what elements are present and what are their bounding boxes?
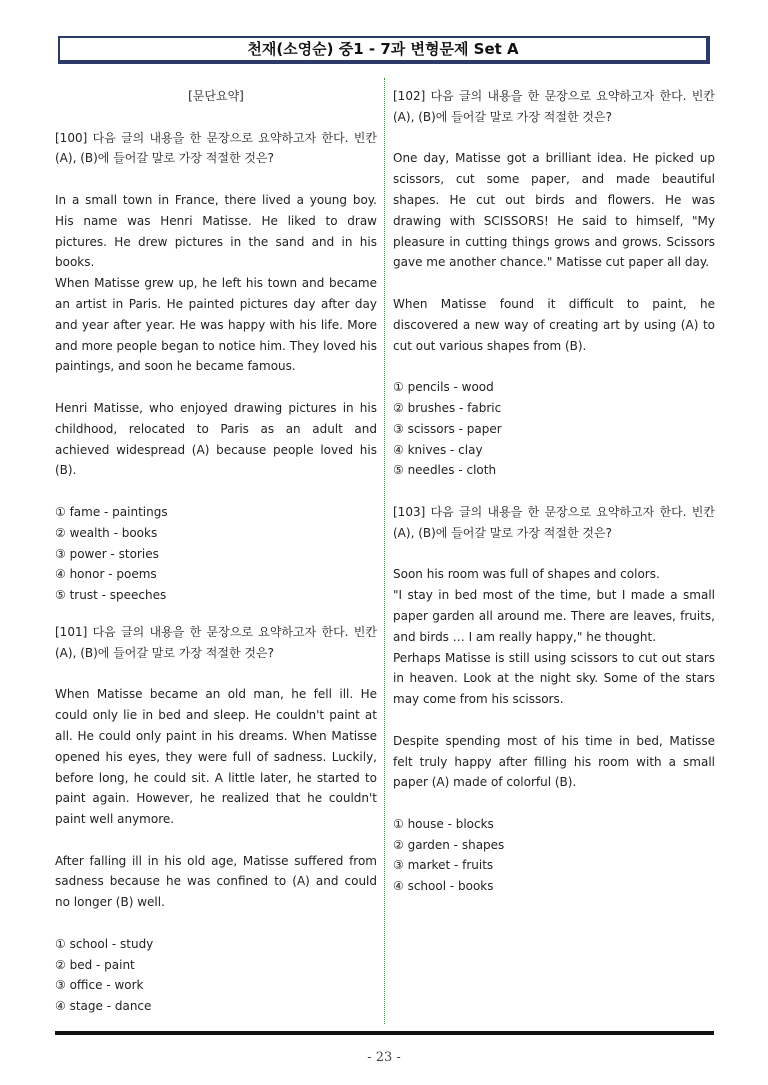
passage-103-p1: Soon his room was full of shapes and colors. — [393, 567, 660, 582]
question-101: [101] 다음 글의 내용을 한 문장으로 요약하고자 한다. 빈칸 (A), (B)에 들어갈 말로 가장 적절한 것은? — [55, 624, 377, 660]
right-column — [393, 86, 715, 897]
option-101-3[interactable]: ③ office - work — [55, 978, 144, 993]
passage-101: When Matisse became an old man, he fell ill. He could only lie in bed and sleep. He couldn't paint at all. He could only paint in his dreams. When Matisse opened his eyes, they were full of sadness. Luckily, before long, he could sit. A little later, he started to paint again. However, he realized that he couldn't paint well anymore. — [55, 687, 377, 827]
passage-103-p2: "I stay in bed most of the time, but I made a small paper garden all around me. There are leaves, fruits, and birds … I am really happy," he thought. — [393, 588, 715, 644]
option-103-1[interactable]: ① house - blocks — [393, 816, 494, 831]
option-101-2[interactable]: ② bed - paint — [55, 957, 135, 972]
passage-100-p2: When Matisse grew up, he left his town and became an artist in Paris. He painted pictures day after day and year after year. He was happy with his life. More and more people began to notice him. They loved his paintings, and soon he became famous. — [55, 276, 377, 374]
question-100: [100] 다음 글의 내용을 한 문장으로 요약하고자 한다. 빈칸 (A), (B)에 들어갈 말로 가장 적절한 것은? — [55, 130, 377, 166]
option-100-5[interactable]: ⑤ trust - speeches — [55, 588, 167, 603]
question-103: [103] 다음 글의 내용을 한 문장으로 요약하고자 한다. 빈칸 (A), (B)에 들어갈 말로 가장 적절한 것은? — [393, 504, 715, 540]
option-100-1[interactable]: ① fame - paintings — [55, 504, 168, 519]
page-number: - 23 - — [367, 1050, 401, 1065]
passage-103-p3: Perhaps Matisse is still using scissors to cut out stars in heaven. Look at the night sky. Some of the stars may come from his scissors. — [393, 650, 715, 707]
option-103-3[interactable]: ③ market - fruits — [393, 858, 494, 873]
option-101-1[interactable]: ① school - study — [55, 936, 154, 951]
passage-100-p1: In a small town in France, there lived a young boy. His name was Henri Matisse. He liked to draw pictures. He drew pictures in the sand and in his books. — [55, 192, 377, 270]
passage-102: One day, Matisse got a brilliant idea. He picked up scissors, cut some paper, and made beautiful shapes. He cut out birds and flowers. He was drawing with SCISSORS! He said to himself, "My pleasure in cutting things grows and grows. Scissors gave me another chance." Matisse cut paper all day. — [393, 151, 715, 270]
question-102: [102] 다음 글의 내용을 한 문장으로 요약하고자 한다. 빈칸 (A), (B)에 들어갈 말로 가장 적절한 것은? — [393, 89, 715, 124]
option-102-3[interactable]: ③ scissors - paper — [393, 421, 502, 436]
option-103-4[interactable]: ④ school - books — [393, 879, 494, 894]
option-101-4[interactable]: ④ stage - dance — [55, 999, 152, 1014]
option-102-5[interactable]: ⑤ needles - cloth — [393, 463, 497, 478]
summary-102: When Matisse found it difficult to paint, he discovered a new way of creating art by using (A) to cut out various shapes from (B). — [393, 296, 715, 353]
option-102-4[interactable]: ④ knives - clay — [393, 442, 483, 457]
option-100-2[interactable]: ② wealth - books — [55, 525, 158, 540]
summary-101: After falling ill in his old age, Matisse suffered from sadness because he was confined to (A) and could no longer (B) well. — [55, 853, 377, 910]
option-102-2[interactable]: ② brushes - fabric — [393, 400, 502, 415]
page-header — [58, 36, 710, 64]
option-103-2[interactable]: ② garden - shapes — [393, 837, 505, 852]
summary-103: Despite spending most of his time in bed, Matisse felt truly happy after filling his room with a small paper (A) made of colorful (B). — [393, 733, 715, 790]
header-title: 천재(소영순) 중1 - 7과 변형문제 Set A — [247, 40, 519, 58]
summary-100: Henri Matisse, who enjoyed drawing pictures in his childhood, relocated to Paris as an adult and achieved widespread (A) because people loved his (B). — [55, 400, 377, 478]
option-102-1[interactable]: ① pencils - wood — [393, 380, 494, 395]
option-100-3[interactable]: ③ power - stories — [55, 546, 159, 561]
option-100-4[interactable]: ④ honor - poems — [55, 567, 157, 582]
section-title: [문단요약] — [188, 89, 244, 103]
footer-rule — [55, 1031, 714, 1035]
column-divider — [384, 78, 385, 1024]
left-column — [55, 86, 377, 1017]
